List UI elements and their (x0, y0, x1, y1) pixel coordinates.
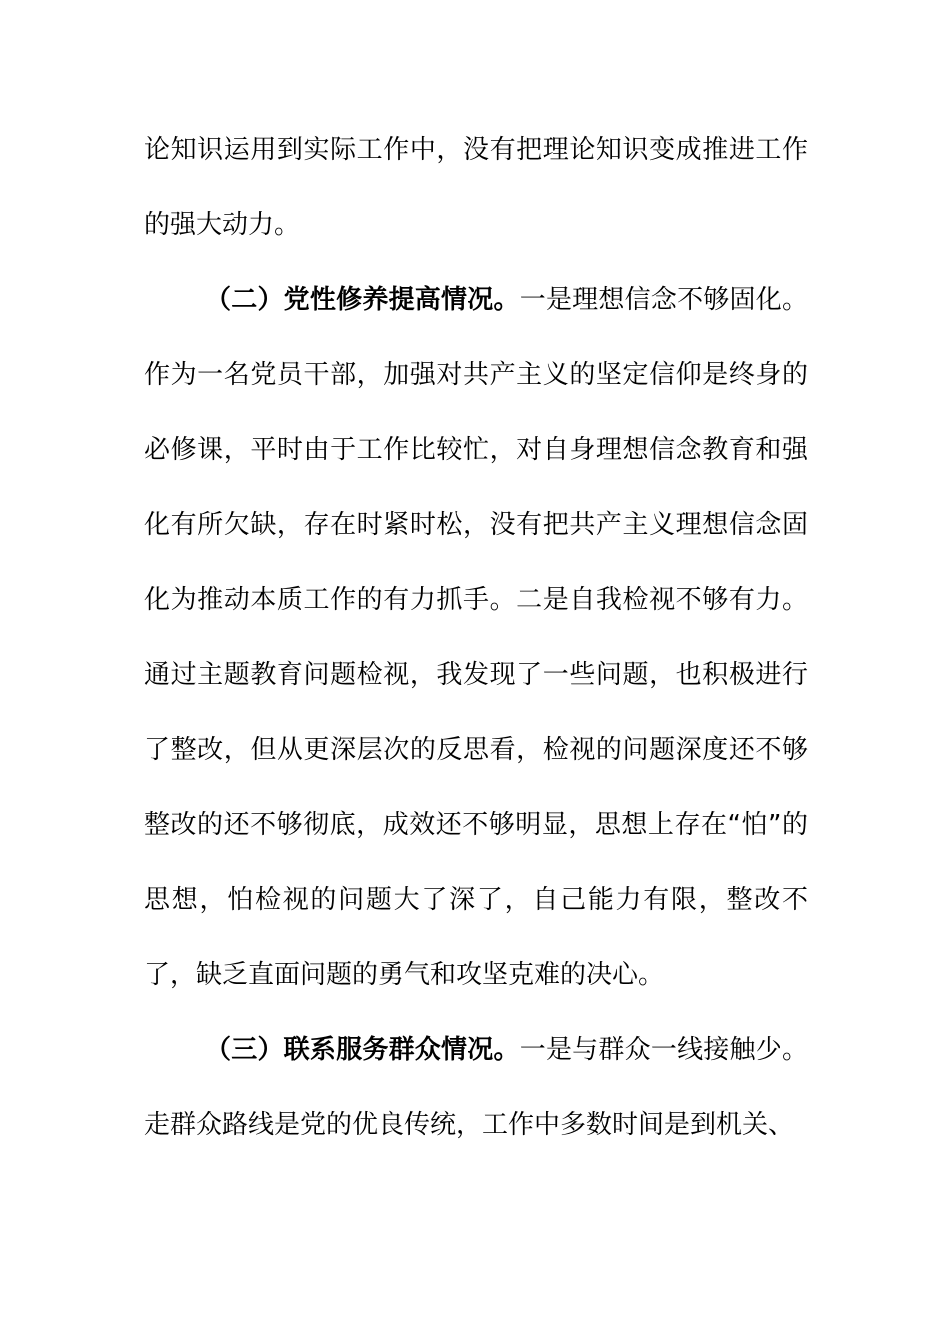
paragraph-text: 一是理想信念不够固化。作为一名党员干部，加强对共产主义的坚定信仰是终身的必修课，平时由于工作比较忙，对自身理想信念教育和强化有所欠缺，存在时紧时松，没有把共产主义理想信念固化为推动本质工作的有力抓手。二是自我检视不够有力。通过主题教育问题检视，我发现了一些问题，也积极进行了整改，但从更深层次的反思看，检视的问题深度还不够整改的还不够彻底，成效还不够明显，思想上存在“怕”的思想，怕检视的问题大了深了，自己能力有限，整改不了，缺乏直面问题的勇气和攻坚克难的决心。 (144, 285, 808, 990)
section-heading-party-spirit: （二）党性修养提高情况。 (205, 285, 520, 315)
paragraph-text: 论知识运用到实际工作中，没有把理论知识变成推进工作的强大动力。 (144, 135, 808, 240)
section-heading-serving-masses: （三）联系服务群众情况。 (205, 1035, 520, 1065)
paragraph-continuation (144, 113, 808, 263)
paragraph-serving-masses (144, 1013, 808, 1163)
document-body (144, 113, 808, 1163)
paragraph-party-spirit (144, 263, 808, 1013)
paragraph-text: 一是与群众一线接触少。走群众路线是党的优良传统，工作中多数时间是到机关、 (144, 1035, 808, 1140)
